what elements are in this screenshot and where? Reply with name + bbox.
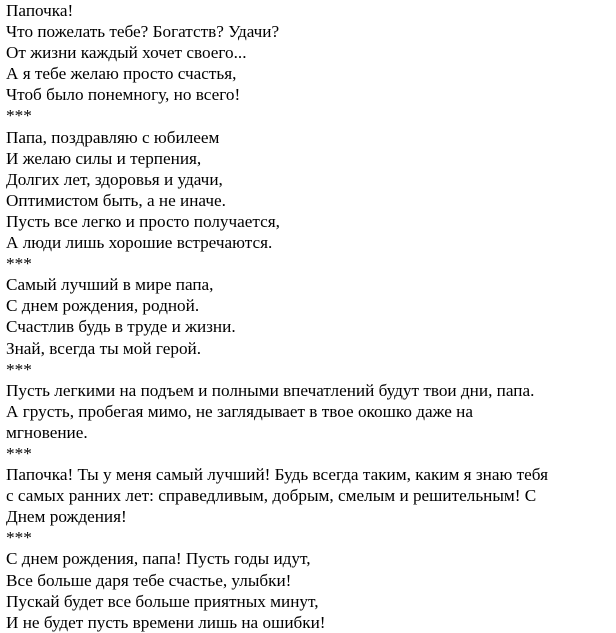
text-line: Папа, поздравляю с юбилеем — [6, 127, 220, 147]
text-line: Папочка! Ты у меня самый лучший! Будь всегда таким, каким я знаю тебя — [6, 465, 548, 485]
text-line: Долгих лет, здоровья и удачи, — [6, 169, 223, 189]
text-line: Все больше даря тебе счастье, улыбки! — [6, 570, 292, 590]
text-line: мгновение. — [6, 422, 88, 442]
text-line: С днем рождения, папа! Пусть годы идут, — [6, 549, 311, 569]
section-separator: *** — [6, 254, 32, 274]
text-line: Днем рождения! — [6, 507, 127, 527]
greeting-5 — [6, 464, 612, 548]
section-separator: *** — [6, 443, 32, 463]
text-line: Знай, всегда ты мой герой. — [6, 338, 202, 358]
text-line: А я тебе желаю просто счастья, — [6, 64, 237, 84]
text-line: А люди лишь хорошие встречаются. — [6, 233, 273, 253]
text-line: От жизни каждый хочет своего... — [6, 43, 247, 63]
text-line: Самый лучший в мире папа, — [6, 275, 214, 295]
text-line: Пускай будет все больше приятных минут, — [6, 591, 319, 611]
text-line: И не будет пусть времени лишь на ошибки! — [6, 612, 326, 632]
text-line: Что пожелать тебе? Богатств? Удачи? — [6, 22, 280, 42]
text-line: Папочка! — [6, 1, 74, 20]
text-line: Чтоб было понемногу, но всего! — [6, 85, 241, 105]
text-line: с самых ранних лет: справедливым, добрым, смелым и решительным! С — [6, 486, 537, 506]
section-separator: *** — [6, 106, 32, 126]
poem-2 — [6, 127, 612, 275]
poem-1 — [6, 0, 612, 127]
poem-6 — [6, 548, 612, 632]
text-line: Оптимистом быть, а не иначе. — [6, 190, 226, 210]
text-line: Пусть легкими на подъем и полными впечатлений будут твои дни, папа. — [6, 380, 535, 400]
text-line: С днем рождения, родной. — [6, 296, 200, 316]
text-line: Пусть все легко и просто получается, — [6, 211, 280, 231]
greetings-document — [6, 0, 612, 633]
poem-3 — [6, 274, 612, 379]
text-line: Счастлив будь в труде и жизни. — [6, 317, 236, 337]
text-line: И желаю силы и терпения, — [6, 148, 202, 168]
section-separator: *** — [6, 359, 32, 379]
text-line: А грусть, пробегая мимо, не заглядывает в твое окошко даже на — [6, 401, 473, 421]
greeting-4 — [6, 380, 612, 464]
section-separator: *** — [6, 528, 32, 548]
